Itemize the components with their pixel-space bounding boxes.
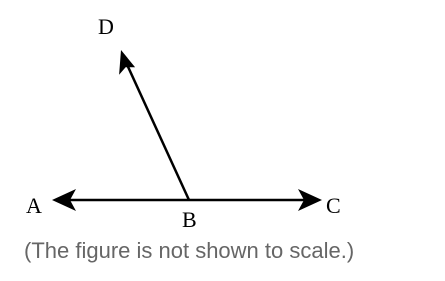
arrowhead-d: [119, 50, 135, 75]
figure-caption: (The figure is not shown to scale.): [24, 238, 355, 263]
ray-bd: [124, 58, 189, 200]
label-b: B: [182, 207, 197, 232]
label-a: A: [26, 193, 42, 218]
label-c: C: [326, 193, 341, 218]
label-d: D: [98, 14, 114, 39]
